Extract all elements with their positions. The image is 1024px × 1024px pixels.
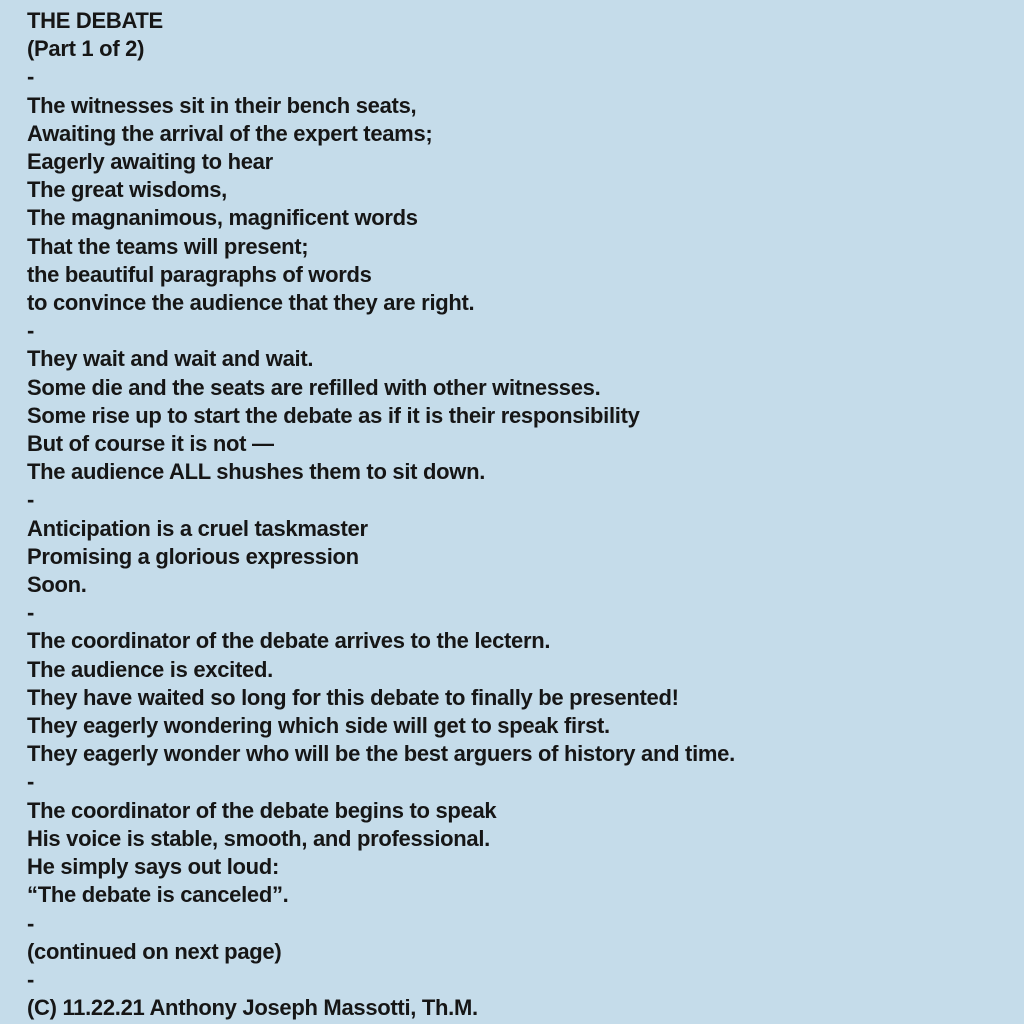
poem-line: to convince the audience that they are right. bbox=[27, 290, 475, 316]
poem-line: (continued on next page) bbox=[27, 938, 282, 964]
poem-line: Some die and the seats are refilled with other witnesses. bbox=[27, 374, 601, 400]
poem-line: - bbox=[27, 318, 35, 344]
poem-line: the beautiful paragraphs of words bbox=[27, 261, 372, 287]
poem-part-label: (Part 1 of 2) bbox=[27, 36, 145, 62]
poem-line: Eagerly awaiting to hear bbox=[27, 149, 273, 175]
poem-line: - bbox=[27, 769, 35, 795]
poem-line: “The debate is canceled”. bbox=[27, 882, 289, 908]
poem-line: The magnanimous, magnificent words bbox=[27, 205, 418, 231]
poem-line: Promising a glorious expression bbox=[27, 543, 359, 569]
poem-line: They have waited so long for this debate to finally be presented! bbox=[27, 684, 679, 710]
poem-line: Anticipation is a cruel taskmaster bbox=[27, 515, 368, 541]
poem-line: The audience ALL shushes them to sit down. bbox=[27, 459, 486, 485]
poem-line: Soon. bbox=[27, 572, 87, 598]
poem-line: The audience is excited. bbox=[27, 656, 273, 682]
poem-line: The coordinator of the debate arrives to the lectern. bbox=[27, 628, 551, 654]
poem-line: - bbox=[27, 487, 35, 513]
poem-line: - bbox=[27, 910, 35, 936]
poem-line: They eagerly wonder who will be the best arguers of history and time. bbox=[27, 741, 735, 767]
poem-line: He simply says out loud: bbox=[27, 854, 279, 880]
poem-line: The coordinator of the debate begins to speak bbox=[27, 797, 497, 823]
poem-line: They eagerly wondering which side will get to speak first. bbox=[27, 713, 610, 739]
poem-body bbox=[27, 63, 1014, 1022]
poem-line: (C) 11.22.21 Anthony Joseph Massotti, Th.M. bbox=[27, 995, 478, 1021]
poem-line: His voice is stable, smooth, and professional. bbox=[27, 825, 490, 851]
poem-line: But of course it is not — bbox=[27, 431, 274, 457]
poem-line: They wait and wait and wait. bbox=[27, 346, 314, 372]
poem-line: Some rise up to start the debate as if it is their responsibility bbox=[27, 402, 640, 428]
poem-line: - bbox=[27, 966, 35, 992]
poem-line: That the teams will present; bbox=[27, 233, 309, 259]
poem-line: - bbox=[27, 64, 35, 90]
poem-title: THE DEBATE bbox=[27, 8, 163, 33]
poem-line: The great wisdoms, bbox=[27, 177, 227, 203]
poem-line: The witnesses sit in their bench seats, bbox=[27, 92, 417, 118]
poem-line: - bbox=[27, 600, 35, 626]
poem-line: Awaiting the arrival of the expert teams; bbox=[27, 120, 433, 146]
